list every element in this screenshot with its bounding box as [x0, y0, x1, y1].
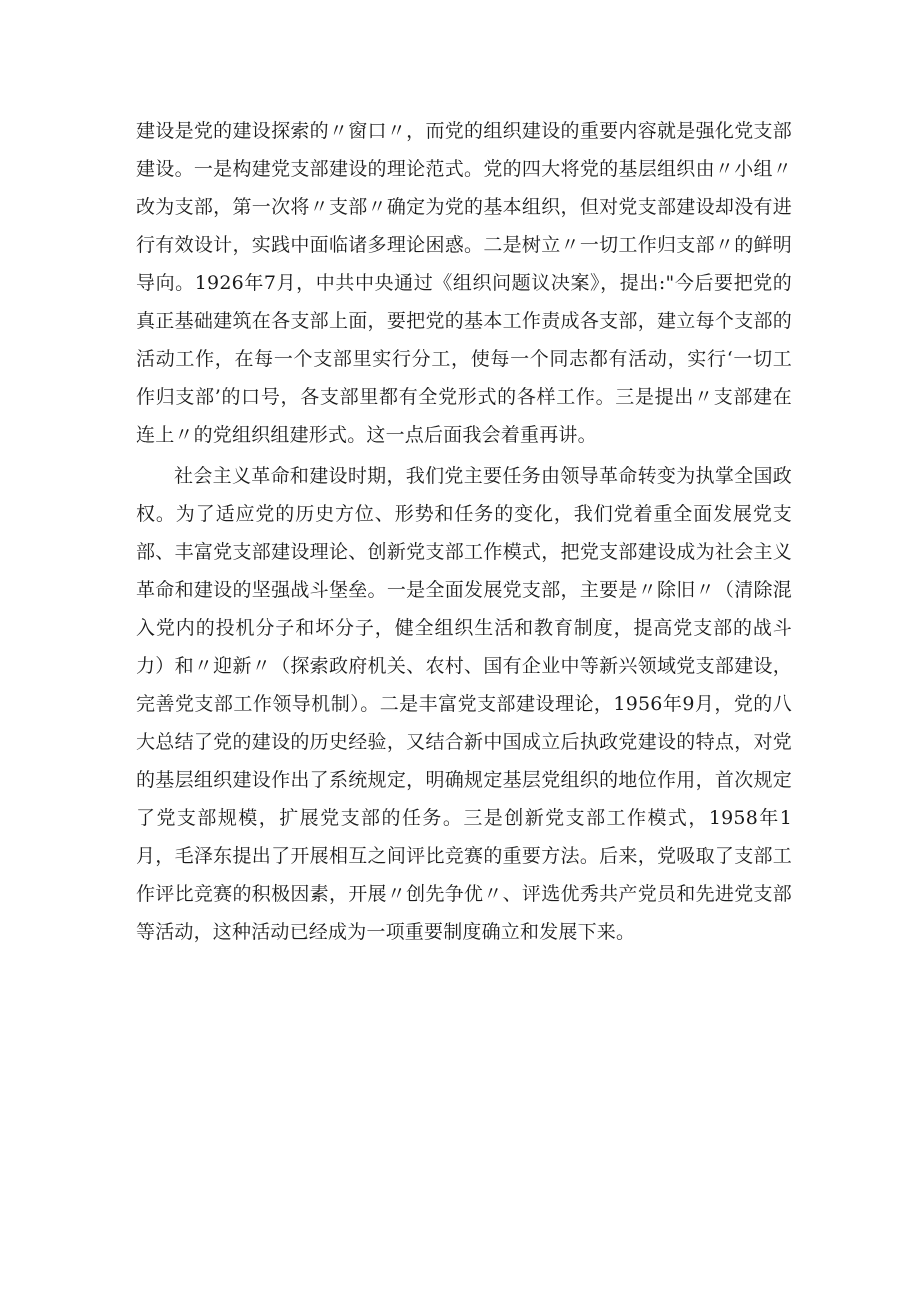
document-body	[136, 112, 792, 951]
paragraph-1: 建设是党的建设探索的〃窗口〃，而党的组织建设的重要内容就是强化党支部建设。一是构建党支部建设的理论范式。党的四大将党的基层组织由〃小组〃改为支部，第一次将〃支部〃确定为党的基本组织，但对党支部建设却没有进行有效设计，实践中面临诸多理论困惑。二是树立〃一切工作归支部〃的鲜明导向。1926年7月，中共中央通过《组织问题议决案》，提出:"今后要把党的真正基础建筑在各支部上面，要把党的基本工作责成各支部，建立每个支部的活动工作，在每一个支部里实行分工，使每一个同志都有活动，实行‘一切工作归支部’的口号，各支部里都有全党形式的各样工作。三是提出〃支部建在连上〃的党组织组建形式。这一点后面我会着重再讲。	[136, 120, 792, 446]
paragraph-2: 社会主义革命和建设时期，我们党主要任务由领导革命转变为执掌全国政权。为了适应党的历史方位、形势和任务的变化，我们党着重全面发展党支部、丰富党支部建设理论、创新党支部工作模式，把党支部建设成为社会主义革命和建设的坚强战斗堡垒。一是全面发展党支部，主要是〃除旧〃（清除混入党内的投机分子和坏分子，健全组织生活和教育制度，提高党支部的战斗力）和〃迎新〃（探索政府机关、农村、国有企业中等新兴领域党支部建设，完善党支部工作领导机制）。二是丰富党支部建设理论，1956年9月，党的八大总结了党的建设的历史经验，又结合新中国成立后执政党建设的特点，对党的基层组织建设作出了系统规定，明确规定基层党组织的地位作用，首次规定了党支部规模，扩展党支部的任务。三是创新党支部工作模式，1958年1月，毛泽东提出了开展相互之间评比竞赛的重要方法。后来，党吸取了支部工作评比竞赛的积极因素，开展〃创先争优〃、评选优秀共产党员和先进党支部等活动，这种活动已经成为一项重要制度确立和发展下来。	[136, 465, 792, 943]
